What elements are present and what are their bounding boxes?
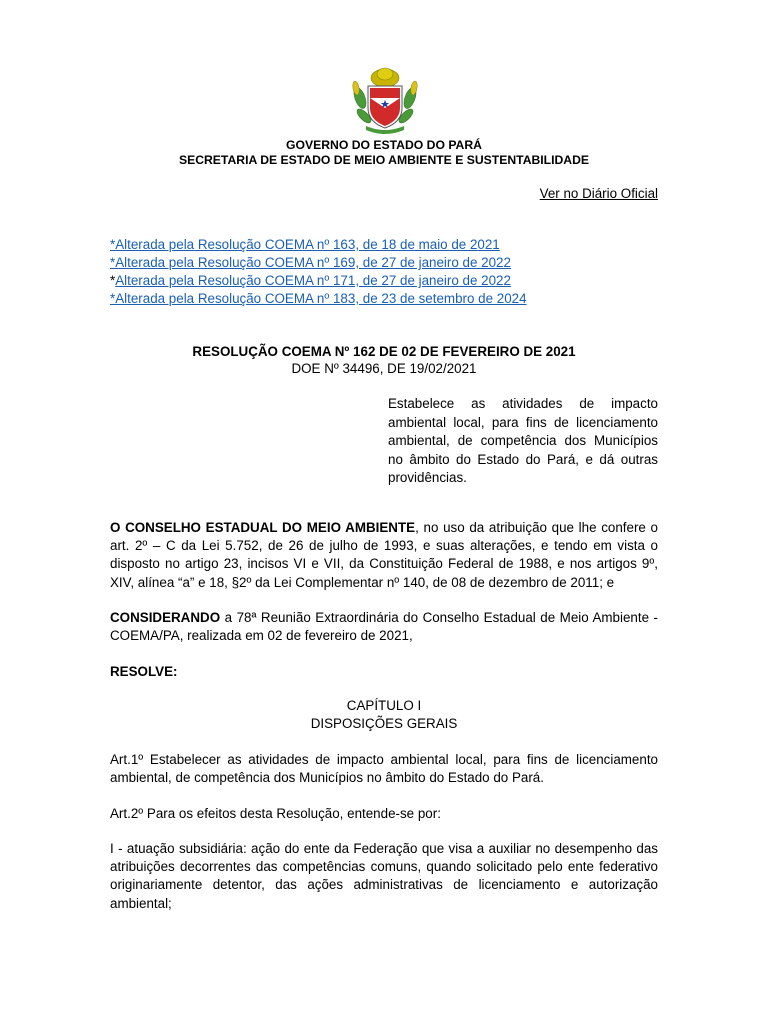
article-2: Art.2º Para os efeitos desta Resolução, entende-se por: [110, 806, 441, 821]
government-title: GOVERNO DO ESTADO DO PARÁ [286, 138, 482, 152]
considering-paragraph [110, 609, 658, 645]
resolution-title: RESOLUÇÃO COEMA Nº 162 DE 02 DE FEVEREIRO DE 2021 [192, 344, 576, 359]
secretariat-title: SECRETARIA DE ESTADO DE MEIO AMBIENTE E SUSTENTABILIDADE [178, 153, 590, 167]
resolution-gazette-reference: DOE Nº 34496, DE 19/02/2021 [291, 361, 477, 376]
amendment-link-171[interactable]: Alterada pela Resolução COEMA nº 171, de 27 de janeiro de 2022 [115, 273, 511, 288]
official-gazette-link[interactable]: Ver no Diário Oficial [539, 186, 658, 201]
chapter-title: DISPOSIÇÕES GERAIS [310, 716, 458, 731]
para-coat-of-arms-icon [350, 64, 420, 136]
article-2-item-i: I - atuação subsidiária: ação do ente da Federação que visa a auxiliar no desempenho das atribuições decorrentes das competências comuns, quando solicitado pelo ente federativo originariamente detentor, das ações administrativas de licenciamento e autorização ambiental; [110, 841, 658, 911]
resolve-label: RESOLVE: [110, 664, 178, 679]
resolution-summary: Estabelece as atividades de impacto ambiental local, para fins de licenciamento ambiental, de competência dos Municípios no âmbito do Estado do Pará, e dá outras providências. [388, 396, 658, 486]
preamble-text: , no uso da atribuição que lhe confere o art. 2º – C da Lei 5.752, de 26 de julho de 1993, e suas alterações, e tendo em vista o disposto no artigo 23, incisos VI e VII, da Constituição Federal de 1988, e nos artigos 9º, XIV, alínea “a” e 18, §2º da Lei Complementar nº 140, de 08 de dezembro de 2011; e [110, 520, 658, 590]
amendment-star: * [110, 273, 116, 288]
considering-label: CONSIDERANDO [110, 610, 221, 625]
amendment-link-163[interactable]: *Alterada pela Resolução COEMA nº 163, de 18 de maio de 2021 [110, 237, 500, 252]
chapter-number: CAPÍTULO I [346, 698, 422, 713]
amendment-line [110, 290, 527, 307]
considering-text: a 78ª Reunião Extraordinária do Conselho Estadual de Meio Ambiente -COEMA/PA, realizada em 02 de fevereiro de 2021, [110, 610, 658, 644]
amendment-link-183[interactable]: *Alterada pela Resolução COEMA nº 183, de 23 de setembro de 2024 [110, 291, 527, 306]
preamble-paragraph [110, 519, 658, 592]
amendment-link-169[interactable]: *Alterada pela Resolução COEMA nº 169, de 27 de janeiro de 2022 [110, 255, 511, 270]
article-1: Art.1º Estabelecer as atividades de impacto ambiental local, para fins de licenciamento ambiental, de competência dos Municípios no âmbito do Estado do Pará. [110, 752, 658, 786]
amendment-line [110, 272, 511, 289]
amendment-line [110, 254, 511, 271]
amendment-line [110, 236, 500, 253]
council-name: O CONSELHO ESTADUAL DO MEIO AMBIENTE [110, 520, 416, 535]
